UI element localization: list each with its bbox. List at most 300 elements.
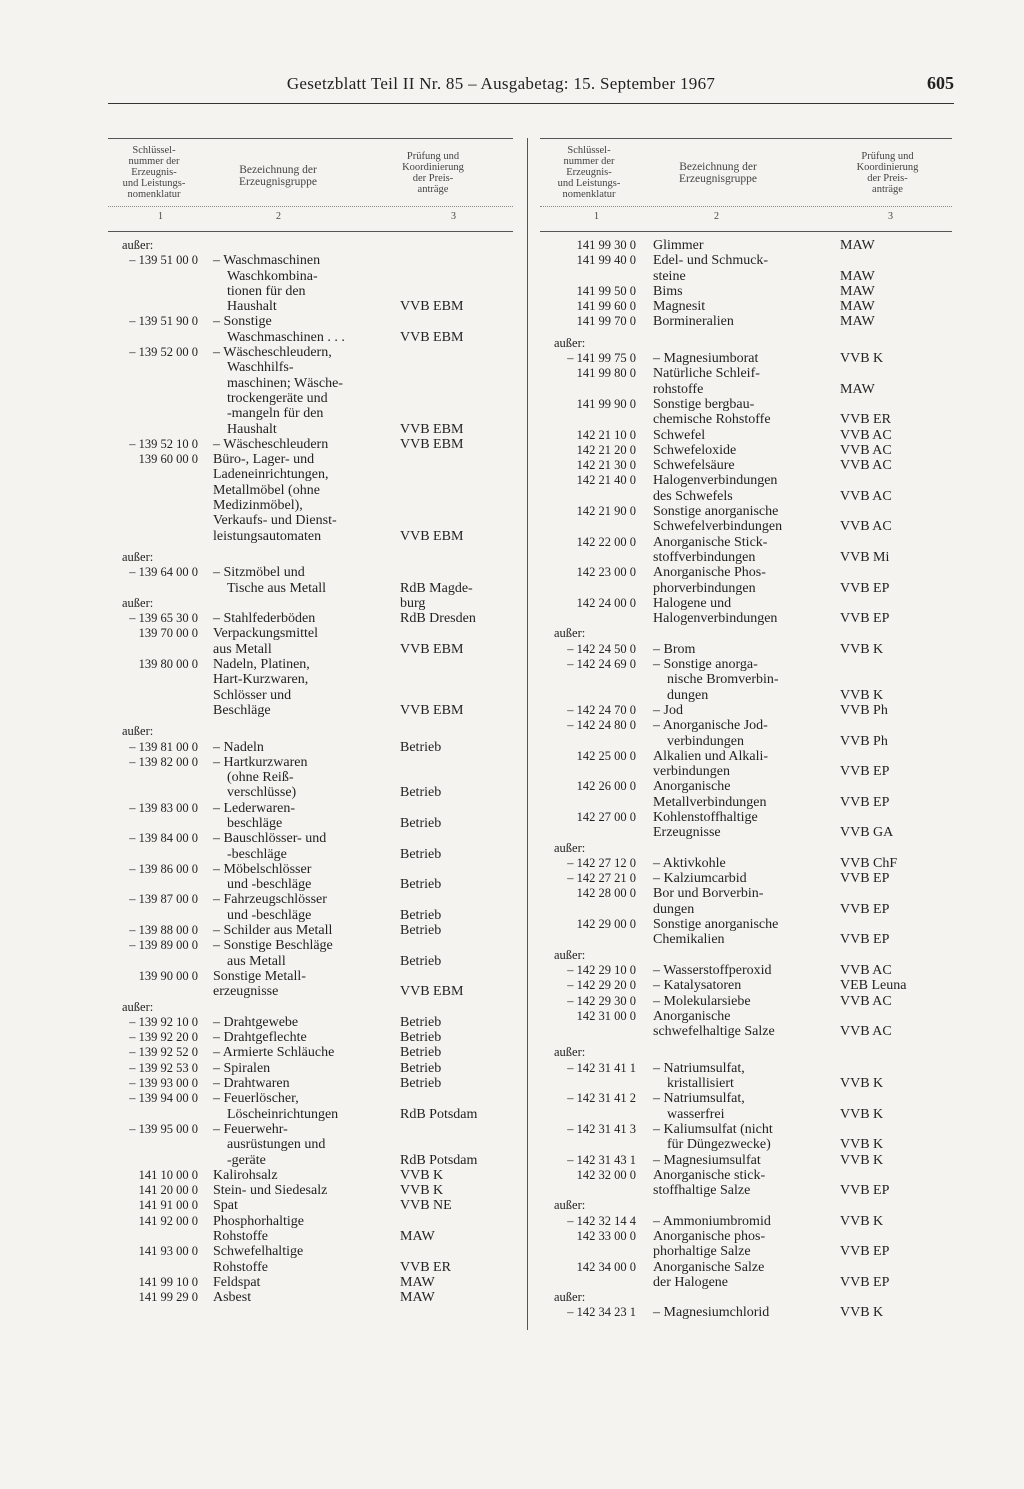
table-row: [540, 504, 952, 519]
table-row: [540, 1009, 952, 1024]
table-row: [540, 795, 952, 810]
key-number: – 142 29 20 0: [567, 978, 636, 993]
product-group: Anorganische: [653, 779, 731, 795]
key-number: 141 99 50 0: [576, 283, 636, 298]
key-number: – 139 92 52 0: [129, 1045, 198, 1060]
product-group: Natürliche Schleif-: [653, 366, 760, 382]
product-group: Haushalt: [227, 299, 277, 315]
table-row: [540, 314, 952, 329]
product-group: – Bauschlösser- und: [213, 831, 327, 847]
product-group: phorverbindungen: [653, 580, 756, 596]
table-row: [540, 443, 952, 458]
table-row: [540, 428, 952, 443]
price-authority: VVB EP: [840, 764, 890, 780]
price-authority: VVB K: [400, 1167, 444, 1183]
table-row: [108, 816, 513, 831]
table-row: [108, 284, 513, 299]
table-row: [108, 1153, 513, 1168]
product-group: – Sitzmöbel und: [213, 565, 305, 581]
key-number: – 142 34 23 1: [567, 1305, 636, 1320]
table-row: [540, 994, 952, 1009]
table-row: [540, 1305, 952, 1320]
product-group: Halogenverbindungen: [653, 611, 778, 627]
key-number: – 139 81 00 0: [129, 739, 198, 754]
table-row: [540, 299, 952, 314]
key-number: – 139 92 20 0: [129, 1030, 198, 1045]
key-number: – 139 51 90 0: [129, 314, 198, 329]
table-row: [540, 269, 952, 284]
table-row: [108, 314, 513, 329]
price-authority: VVB EP: [840, 1244, 890, 1260]
product-group: kristallisiert: [667, 1076, 734, 1092]
product-group: Ladeneinrichtungen,: [213, 467, 329, 483]
key-number: – 139 64 00 0: [129, 565, 198, 580]
table-row: [540, 458, 952, 473]
key-number: 141 91 00 0: [138, 1198, 198, 1213]
table-row: [108, 770, 513, 785]
table-row: [108, 1091, 513, 1106]
product-group: – Drahtgeflechte: [213, 1030, 307, 1046]
key-number: – 142 27 21 0: [567, 871, 636, 886]
table-row: [540, 1107, 952, 1122]
table-row: [540, 626, 952, 641]
table-row: [108, 565, 513, 580]
key-number: – 142 29 30 0: [567, 993, 636, 1008]
table-row: [540, 1168, 952, 1183]
key-number: – 142 32 14 4: [567, 1213, 636, 1228]
table-row: [540, 1275, 952, 1290]
price-authority: RdB Dresden: [400, 611, 476, 627]
header-number-rule: [540, 206, 952, 207]
key-number: – 139 65 30 0: [129, 611, 198, 626]
price-authority: VVB AC: [840, 427, 892, 443]
col1-header: Schlüssel- nummer der Erzeugnis- und Leistungs- nomenklatur: [122, 145, 186, 200]
price-authority: VVB EBM: [400, 436, 464, 452]
product-group: – Feuerlöscher,: [213, 1091, 299, 1107]
table-row: [108, 740, 513, 755]
product-group: – Ammoniumbromid: [653, 1213, 771, 1229]
table-row: [540, 703, 952, 718]
price-authority: VVB EP: [840, 580, 890, 596]
key-number: – 139 95 00 0: [129, 1121, 198, 1136]
col2-header: Bezeichnung der Erzeugnisgruppe: [679, 161, 757, 185]
table-row: [108, 498, 513, 513]
table-row: [540, 611, 952, 626]
product-group: Anorganische Phos-: [653, 565, 766, 581]
product-group: – Sonstige Beschläge: [213, 938, 333, 954]
product-group: -geräte: [227, 1152, 266, 1168]
product-group: – Molekularsiebe: [653, 993, 751, 1009]
except-label: außer:: [554, 1290, 586, 1305]
price-authority: Betrieb: [400, 1076, 442, 1092]
product-group: Anorganische: [653, 1008, 731, 1024]
price-authority: RdB Potsdam: [400, 1152, 478, 1168]
table-row: [540, 932, 952, 947]
key-number: 142 22 00 0: [576, 534, 636, 549]
product-group: Kohlenstoffhaltige: [653, 809, 758, 825]
table-row: [540, 1153, 952, 1168]
table-row: [108, 467, 513, 482]
key-number: – 142 24 70 0: [567, 702, 636, 717]
table-row: [108, 1229, 513, 1244]
key-number: 141 93 00 0: [138, 1244, 198, 1259]
table-row: [540, 917, 952, 932]
product-group: – Wäscheschleudern: [213, 436, 329, 452]
table-row: [108, 376, 513, 391]
table-row: [108, 954, 513, 969]
product-group: phorhaltige Salze: [653, 1244, 751, 1260]
product-group: schwefelhaltige Salze: [653, 1024, 775, 1040]
key-number: – 142 24 69 0: [567, 657, 636, 672]
col2-number: 2: [714, 211, 719, 222]
product-group: Schwefeloxide: [653, 442, 737, 458]
table-row: [540, 871, 952, 886]
product-group: verschlüsse): [227, 785, 297, 801]
table-row: [108, 253, 513, 268]
product-group: Bormineralien: [653, 314, 734, 330]
product-group: – Feuerwehr-: [213, 1121, 288, 1137]
table-row: [108, 755, 513, 770]
table-row: [540, 978, 952, 993]
table-row: [540, 550, 952, 565]
price-authority: Betrieb: [400, 846, 442, 862]
product-group: – Jod: [653, 702, 683, 718]
table-row: [540, 535, 952, 550]
header-rule: [108, 103, 954, 104]
table-row: [108, 642, 513, 657]
price-authority: VVB EP: [840, 1274, 890, 1290]
price-authority: MAW: [840, 381, 875, 397]
table-row: [108, 923, 513, 938]
table-row: [108, 550, 513, 565]
table-row: [540, 810, 952, 825]
except-label: außer:: [122, 238, 154, 252]
price-authority: burg: [400, 595, 426, 611]
product-group: für Düngezwecke): [667, 1137, 771, 1153]
key-number: 142 26 00 0: [576, 779, 636, 794]
col1-number: 1: [158, 211, 163, 222]
table-row: [108, 938, 513, 953]
key-number: – 139 88 00 0: [129, 923, 198, 938]
key-number: – 139 52 00 0: [129, 345, 198, 360]
table-row: [108, 1244, 513, 1259]
product-group: stoffhaltige Salze: [653, 1183, 751, 1199]
except-label: außer:: [122, 595, 154, 610]
table-row: [108, 877, 513, 892]
table-row: [540, 672, 952, 687]
price-authority: VVB K: [840, 1305, 884, 1321]
product-group: – Sonstige: [213, 314, 272, 330]
product-group: Nadeln, Platinen,: [213, 657, 310, 673]
table-row: [108, 724, 513, 739]
product-group: – Nadeln: [213, 739, 264, 755]
key-number: 141 99 90 0: [576, 396, 636, 411]
product-group: – Schilder aus Metall: [213, 923, 333, 939]
table-row: [108, 596, 513, 611]
product-group: aus Metall: [213, 641, 272, 657]
product-group: tionen für den: [227, 283, 306, 299]
table-header-right: [540, 138, 952, 232]
col2-header: Bezeichnung der Erzeugnisgruppe: [239, 164, 317, 188]
key-number: 142 34 00 0: [576, 1259, 636, 1274]
price-authority: VVB Ph: [840, 733, 888, 749]
key-number: – 142 29 10 0: [567, 962, 636, 977]
product-group: – Magnesiumchlorid: [653, 1305, 770, 1321]
product-group: Sonstige anorganische: [653, 917, 779, 933]
table-row: [540, 1260, 952, 1275]
product-group: (ohne Reiß-: [227, 770, 294, 786]
table-row: [540, 489, 952, 504]
table-row: [540, 366, 952, 381]
product-group: -beschläge: [227, 846, 287, 862]
product-group: verbindungen: [653, 764, 730, 780]
col2-number: 2: [276, 211, 281, 222]
product-group: Verpackungsmittel: [213, 626, 318, 642]
key-number: 142 27 00 0: [576, 809, 636, 824]
table-row: [540, 1229, 952, 1244]
table-row: [540, 642, 952, 657]
price-authority: Betrieb: [400, 815, 442, 831]
table-row: [108, 1198, 513, 1213]
product-group: Schlösser und: [213, 687, 292, 703]
product-group: Tische aus Metall: [227, 580, 327, 596]
table-row: [540, 718, 952, 733]
key-number: 142 25 00 0: [576, 748, 636, 763]
table-row: [108, 831, 513, 846]
product-group: Halogenverbindungen: [653, 473, 778, 489]
price-authority: MAW: [840, 299, 875, 315]
key-number: 142 28 00 0: [576, 886, 636, 901]
product-group: wasserfrei: [667, 1106, 725, 1122]
product-group: – Kalziumcarbid: [653, 871, 747, 887]
product-group: Beschläge: [213, 702, 271, 718]
product-group: Anorganische Salze: [653, 1259, 765, 1275]
table-row: [108, 847, 513, 862]
product-group: maschinen; Wäsche-: [227, 375, 343, 391]
price-authority: VVB ChF: [840, 855, 898, 871]
product-group: steine: [653, 268, 686, 284]
product-group: des Schwefels: [653, 488, 733, 504]
table-row: [540, 473, 952, 488]
table-row: [108, 1030, 513, 1045]
product-group: – Stahlfederböden: [213, 611, 316, 627]
column-divider: [527, 138, 528, 1330]
price-authority: VVB EBM: [400, 984, 464, 1000]
table-row: [108, 611, 513, 626]
table-row: [108, 1061, 513, 1076]
product-group: Chemikalien: [653, 932, 725, 948]
left-table-body: [108, 232, 513, 1305]
col3-number: 3: [888, 211, 893, 222]
product-group: Erzeugnisse: [653, 825, 721, 841]
product-group: Feldspat: [213, 1274, 261, 1290]
table-row: [108, 345, 513, 360]
except-label: außer:: [554, 840, 586, 855]
table-header-left: [108, 138, 513, 232]
key-number: 142 29 00 0: [576, 917, 636, 932]
table-row: [108, 1214, 513, 1229]
table-row: [540, 253, 952, 268]
product-group: Waschkombina-: [227, 268, 318, 284]
table-row: [540, 1137, 952, 1152]
table-row: [108, 330, 513, 345]
price-authority: VVB K: [840, 641, 884, 657]
key-number: – 139 52 10 0: [129, 436, 198, 451]
table-row: [540, 886, 952, 901]
table-row: [108, 406, 513, 421]
page-number: 605: [927, 73, 954, 93]
table-row: [108, 391, 513, 406]
key-number: – 139 89 00 0: [129, 938, 198, 953]
table-row: [540, 1061, 952, 1076]
product-group: trockengeräte und: [227, 390, 328, 406]
product-group: nische Bromverbin-: [667, 672, 779, 688]
price-authority: VVB K: [840, 1137, 884, 1153]
table-row: [108, 299, 513, 314]
col3-header: Prüfung und Koordinierung der Preis- anträge: [402, 151, 464, 195]
price-authority: MAW: [400, 1290, 435, 1306]
table-row: [108, 1168, 513, 1183]
page-title: Gesetzblatt Teil II Nr. 85 – Ausgabetag: 15. September 1967: [286, 74, 716, 93]
key-number: – 139 93 00 0: [129, 1076, 198, 1091]
key-number: 141 99 30 0: [576, 238, 636, 252]
table-row: [108, 657, 513, 672]
col3-number: 3: [451, 211, 456, 222]
price-authority: Betrieb: [400, 1060, 442, 1076]
product-group: Waschhilfs-: [227, 360, 294, 376]
key-number: 141 99 29 0: [138, 1290, 198, 1305]
product-group: – Drahtwaren: [213, 1076, 290, 1092]
product-group: dungen: [653, 901, 695, 917]
price-authority: VVB K: [840, 1152, 884, 1168]
price-authority: Betrieb: [400, 1014, 442, 1030]
price-authority: Betrieb: [400, 785, 442, 801]
product-group: Halogene und: [653, 595, 732, 611]
product-group: – Wasserstoffperoxid: [653, 962, 772, 978]
table-row: [540, 1024, 952, 1039]
product-group: leistungsautomaten: [213, 528, 322, 544]
price-authority: Betrieb: [400, 953, 442, 969]
table-row: [540, 1198, 952, 1213]
key-number: – 142 27 12 0: [567, 855, 636, 870]
product-group: Verkaufs- und Dienst-: [213, 513, 337, 529]
product-group: – Kaliumsulfat (nicht: [653, 1121, 773, 1137]
col3-header: Prüfung und Koordinierung der Preis- anträge: [856, 151, 919, 195]
except-label: außer:: [554, 626, 586, 641]
table-row: [108, 483, 513, 498]
key-number: – 142 24 80 0: [567, 718, 636, 733]
table-row: [108, 862, 513, 877]
table-row: [108, 688, 513, 703]
product-group: Waschmaschinen . . .: [227, 329, 345, 345]
product-group: Löscheinrichtungen: [227, 1106, 339, 1122]
table-row: [108, 1076, 513, 1091]
product-group: erzeugnisse: [213, 984, 279, 1000]
product-group: – Anorganische Jod-: [653, 718, 768, 734]
header-number-rule: [108, 206, 513, 207]
price-authority: MAW: [840, 238, 875, 253]
price-authority: VVB EP: [840, 1183, 890, 1199]
table-row: [540, 779, 952, 794]
table-row: [108, 1183, 513, 1198]
price-authority: MAW: [840, 283, 875, 299]
price-authority: MAW: [400, 1274, 435, 1290]
product-group: – Magnesiumsulfat: [653, 1152, 761, 1168]
key-number: – 139 86 00 0: [129, 861, 198, 876]
table-row: [108, 1260, 513, 1275]
price-authority: VVB AC: [840, 519, 892, 535]
table-row: [540, 1076, 952, 1091]
except-label: außer:: [554, 947, 586, 962]
product-group: Alkalien und Alkali-: [653, 748, 769, 764]
key-number: – 139 87 00 0: [129, 892, 198, 907]
table-row: [108, 626, 513, 641]
product-group: – Armierte Schläuche: [213, 1045, 335, 1061]
price-authority: RdB Potsdam: [400, 1106, 478, 1122]
price-authority: VVB K: [400, 1183, 444, 1199]
key-number: – 141 99 75 0: [567, 351, 636, 366]
product-group: Edel- und Schmuck-: [653, 253, 769, 269]
table-row: [540, 284, 952, 299]
price-authority: VVB EP: [840, 932, 890, 948]
product-group: Bims: [653, 283, 683, 299]
product-group: Anorganische stick-: [653, 1167, 766, 1183]
price-authority: VVB EP: [840, 901, 890, 917]
key-number: – 139 94 00 0: [129, 1091, 198, 1106]
key-number: 139 60 00 0: [138, 452, 198, 467]
product-group: Kalirohsalz: [213, 1167, 278, 1183]
price-authority: VVB AC: [840, 993, 892, 1009]
key-number: 141 99 40 0: [576, 253, 636, 268]
key-number: 142 21 10 0: [576, 427, 636, 442]
except-label: außer:: [122, 549, 154, 564]
product-group: Sonstige bergbau-: [653, 396, 755, 412]
table-row: [108, 1045, 513, 1060]
product-group: ausrüstungen und: [227, 1137, 326, 1153]
table-row: [108, 892, 513, 907]
key-number: – 139 84 00 0: [129, 831, 198, 846]
key-number: 142 32 00 0: [576, 1167, 636, 1182]
table-row: [540, 397, 952, 412]
product-group: Magnesit: [653, 299, 706, 315]
key-number: – 139 82 00 0: [129, 754, 198, 769]
product-group: rohstoffe: [653, 381, 704, 397]
price-authority: MAW: [840, 314, 875, 330]
product-group: Anorganische phos-: [653, 1229, 766, 1244]
product-group: stoffverbindungen: [653, 549, 756, 565]
product-group: und -beschläge: [227, 877, 312, 893]
table-row: [108, 703, 513, 718]
table-row: [540, 902, 952, 917]
table-row: [108, 422, 513, 437]
price-authority: VVB EBM: [400, 528, 464, 544]
product-group: – Aktivkohle: [653, 855, 726, 871]
price-authority: VVB EP: [840, 611, 890, 627]
product-group: – Sonstige anorga-: [653, 657, 758, 673]
price-authority: VVB K: [840, 1076, 884, 1092]
product-group: Glimmer: [653, 238, 704, 253]
price-authority: VVB AC: [840, 962, 892, 978]
price-authority: VVB EBM: [400, 421, 464, 437]
product-group: Spat: [213, 1198, 238, 1214]
product-group: beschläge: [227, 815, 283, 831]
product-group: – Spiralen: [213, 1060, 271, 1076]
table-row: [108, 1122, 513, 1137]
product-group: Schwefel: [653, 427, 706, 443]
product-group: Büro-, Lager- und: [213, 452, 315, 468]
product-group: – Fahrzeugschlösser: [213, 892, 327, 908]
table-row: [108, 801, 513, 816]
